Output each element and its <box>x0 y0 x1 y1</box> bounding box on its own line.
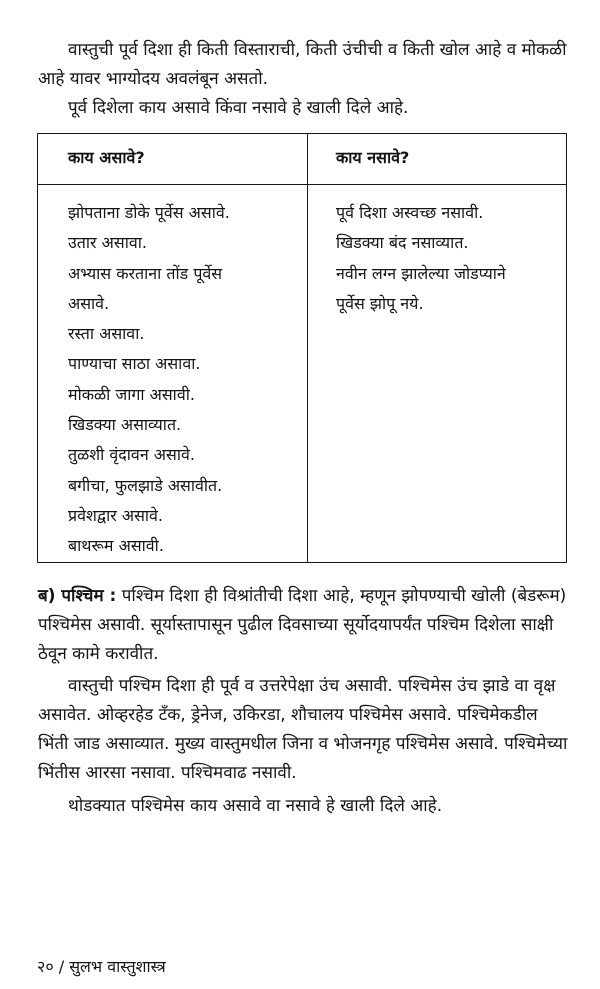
header-should-not-have: काय नसावे? <box>336 148 410 167</box>
page-footer: २० / सुलभ वास्तुशास्त्र <box>37 957 166 976</box>
should-have-list <box>68 198 230 562</box>
list-item: प्रवेशद्वार असावे. <box>68 505 164 525</box>
intro-paragraph-1 <box>38 36 568 94</box>
list-item: खिडक्या बंद नसाव्यात. <box>336 233 469 253</box>
list-item: खिडक्या असाव्यात. <box>68 415 182 435</box>
intro-paragraph-2-text: पूर्व दिशेला काय असावे किंवा नसावे हे खाली दिले आहे. <box>68 98 409 118</box>
west-heading: ब) पश्चिम : <box>38 586 117 606</box>
list-item: बगीचा, फुलझाडे असावीत. <box>68 475 223 495</box>
west-paragraph-1 <box>38 582 568 669</box>
west-paragraph-2-text: वास्तुची पश्चिम दिशा ही पूर्व व उत्तरेपेक्षा उंच असावी. पश्चिमेस उंच झाडे वा वृक्ष असावेत. ओव्हरहेड टँक, ड्रेनेज, उकिरडा, शौचालय पश्चिमेस असावे. पश्चिमेकडील भिंती जाड असाव्यात. मुख्य वास्तुमधील जिना व भोजनगृह पश्चिमेस असावे. पश्चिमेच्या भिंतीस आरसा नसावा. पश्चिमवाढ नसावी. <box>38 676 568 783</box>
table-column-divider <box>307 134 308 562</box>
west-paragraph-1-text: पश्चिम दिशा ही विश्रांतीची दिशा आहे, म्हणून झोपण्याची खोली (बेडरूम) पश्चिमेस असावी. सूर्यास्तापासून पुढील दिवसाच्या सूर्योदयापर्यंत पश्चिम दिशेला साक्षी ठेवून कामे करावीत. <box>38 586 567 664</box>
list-item: पूर्व दिशा अस्वच्छ नसावी. <box>336 203 484 222</box>
intro-paragraph-1-text: वास्तुची पूर्व दिशा ही किती विस्ताराची, किती उंचीची व किती खोल आहे व मोकळी आहे यावर भाग्योदय अवलंबून असतो. <box>38 40 567 89</box>
list-item: बाथरूम असावी. <box>68 536 164 556</box>
list-item: अभ्यास करताना तोंड पूर्वेस <box>68 263 223 283</box>
list-item: तुळशी वृंदावन असावे. <box>68 445 195 465</box>
list-item: झोपताना डोके पूर्वेस असावे. <box>68 203 230 222</box>
east-direction-table <box>37 133 567 563</box>
intro-paragraph-2 <box>38 94 568 123</box>
list-item: नवीन लग्न झालेल्या जोडप्याने <box>336 263 506 283</box>
list-item: रस्ता असावा. <box>68 324 145 344</box>
list-item: मोकळी जागा असावी. <box>68 384 195 404</box>
west-paragraph-3 <box>38 792 568 821</box>
should-not-have-list <box>336 198 506 319</box>
header-should-have: काय असावे? <box>68 148 145 167</box>
list-item: पूर्वेस झोपू नये. <box>336 293 424 313</box>
list-item: असावे. <box>68 293 110 313</box>
west-paragraph-3-text: थोडक्यात पश्चिमेस काय असावे वा नसावे हे खाली दिले आहे. <box>68 796 443 816</box>
list-item: उतार असावा. <box>68 233 147 253</box>
list-item: पाण्याचा साठा असावा. <box>68 354 201 374</box>
west-paragraph-2 <box>38 672 568 788</box>
